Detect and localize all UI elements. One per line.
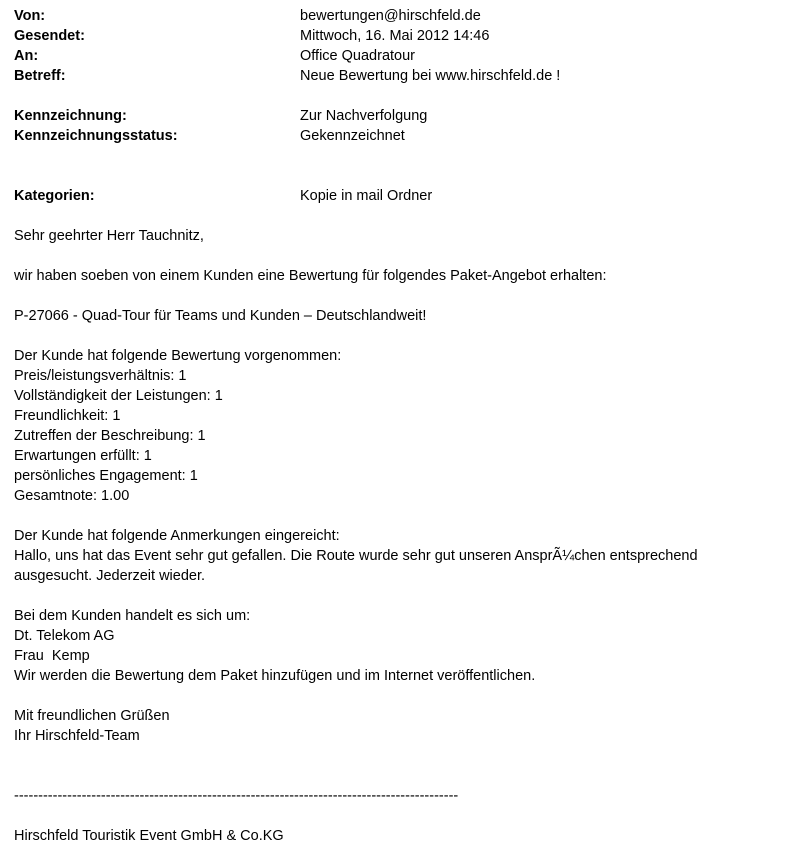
header-gap-1 bbox=[14, 86, 784, 106]
header-label-categories: Kategorien: bbox=[14, 188, 95, 204]
header-row-sent bbox=[14, 26, 784, 46]
header-row-flag-status bbox=[14, 126, 784, 146]
customer-person: Frau Kemp bbox=[14, 648, 90, 664]
body-gap-1 bbox=[14, 246, 754, 266]
ratings-heading: Der Kunde hat folgende Bewertung vorgenommen: bbox=[14, 348, 342, 364]
header-value-flag: Zur Nachverfolgung bbox=[300, 108, 428, 124]
header-label-from: Von: bbox=[14, 8, 46, 24]
closing-greeting: Mit freundlichen Grüßen bbox=[14, 708, 170, 724]
comments-text: Hallo, uns hat das Event sehr gut gefallen. Die Route wurde sehr gut unseren AnsprÃ¼chen entsprechend ausgesucht. Jederzeit wieder. bbox=[14, 548, 702, 584]
header-row-subject bbox=[14, 66, 784, 86]
body-gap-4 bbox=[14, 506, 754, 526]
body-gap-9 bbox=[14, 806, 754, 826]
body-package-offer: P-27066 - Quad-Tour für Teams und Kunden – Deutschlandweit! bbox=[14, 308, 427, 324]
footer-separator: -------------------------------------------------------------------------------------------- bbox=[14, 788, 459, 804]
body-intro: wir haben soeben von einem Kunden eine Bewertung für folgendes Paket-Angebot erhalten: bbox=[14, 268, 607, 284]
header-row-flag bbox=[14, 106, 784, 126]
header-value-subject: Neue Bewertung bei www.hirschfeld.de ! bbox=[300, 68, 561, 84]
rating-description-accuracy: Zutreffen der Beschreibung: 1 bbox=[14, 428, 206, 444]
message-body bbox=[14, 226, 754, 846]
header-label-sent: Gesendet: bbox=[14, 28, 85, 44]
header-value-flag-status: Gekennzeichnet bbox=[300, 128, 405, 144]
rating-overall-score: Gesamtnote: 1.00 bbox=[14, 488, 130, 504]
email-header-fields bbox=[14, 6, 784, 206]
body-salutation: Sehr geehrter Herr Tauchnitz, bbox=[14, 228, 204, 244]
header-row-categories bbox=[14, 186, 784, 206]
rating-expectations-met: Erwartungen erfüllt: 1 bbox=[14, 448, 152, 464]
body-gap-5 bbox=[14, 586, 754, 606]
publish-note: Wir werden die Bewertung dem Paket hinzufügen und im Internet veröffentlichen. bbox=[14, 668, 536, 684]
body-gap-6 bbox=[14, 686, 754, 706]
customer-heading: Bei dem Kunden handelt es sich um: bbox=[14, 608, 251, 624]
header-gap-3 bbox=[14, 166, 784, 186]
rating-price-performance: Preis/leistungsverhältnis: 1 bbox=[14, 368, 187, 384]
header-label-subject: Betreff: bbox=[14, 68, 66, 84]
rating-completeness: Vollständigkeit der Leistungen: 1 bbox=[14, 388, 223, 404]
header-label-flag: Kennzeichnung: bbox=[14, 108, 127, 124]
body-gap-3 bbox=[14, 326, 754, 346]
rating-personal-commitment: persönliches Engagement: 1 bbox=[14, 468, 198, 484]
header-gap-2 bbox=[14, 146, 784, 166]
header-label-flag-status: Kennzeichnungsstatus: bbox=[14, 128, 178, 144]
body-gap-8 bbox=[14, 766, 754, 786]
body-gap-7 bbox=[14, 746, 754, 766]
comments-heading: Der Kunde hat folgende Anmerkungen eingereicht: bbox=[14, 528, 340, 544]
header-row-from bbox=[14, 6, 784, 26]
header-value-to: Office Quadratour bbox=[300, 48, 415, 64]
header-label-to: An: bbox=[14, 48, 39, 64]
customer-company: Dt. Telekom AG bbox=[14, 628, 115, 644]
header-value-from: bewertungen@hirschfeld.de bbox=[300, 8, 481, 24]
header-row-to bbox=[14, 46, 784, 66]
signature-team: Ihr Hirschfeld-Team bbox=[14, 728, 140, 744]
rating-friendliness: Freundlichkeit: 1 bbox=[14, 408, 121, 424]
header-value-categories: Kopie in mail Ordner bbox=[300, 188, 433, 204]
footer-company-name: Hirschfeld Touristik Event GmbH & Co.KG bbox=[14, 828, 284, 844]
header-value-sent: Mittwoch, 16. Mai 2012 14:46 bbox=[300, 28, 490, 44]
body-gap-2 bbox=[14, 286, 754, 306]
